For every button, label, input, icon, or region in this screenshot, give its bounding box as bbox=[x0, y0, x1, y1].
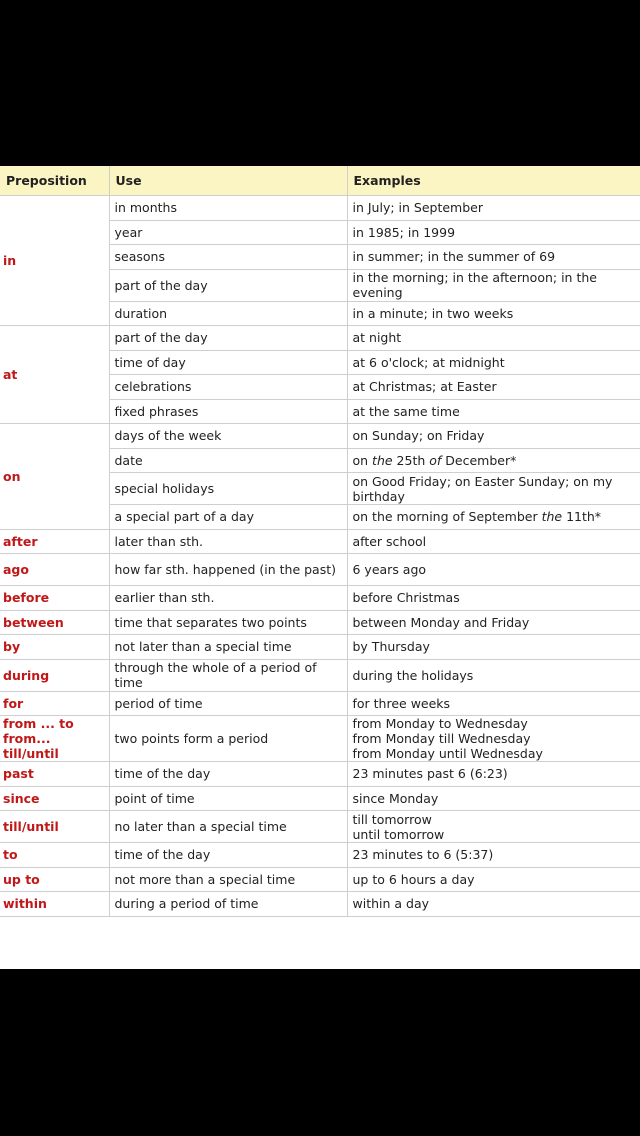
preposition-cell: after bbox=[0, 529, 109, 554]
use-cell: period of time bbox=[109, 691, 347, 716]
use-cell: two points form a period bbox=[109, 716, 347, 762]
preposition-cell: from ... to from... till/until bbox=[0, 716, 109, 762]
example-text: 11th* bbox=[562, 509, 602, 525]
example-cell bbox=[347, 505, 640, 530]
header-preposition: Preposition bbox=[0, 166, 109, 196]
header-examples: Examples bbox=[347, 166, 640, 196]
example-text: December* bbox=[441, 452, 517, 468]
prepositions-table-image bbox=[0, 166, 640, 969]
example-text: on the morning of September bbox=[352, 509, 542, 525]
use-cell: duration bbox=[109, 301, 347, 326]
example-cell: after school bbox=[347, 529, 640, 554]
example-cell: till tomorrow until tomorrow bbox=[347, 811, 640, 843]
use-cell: seasons bbox=[109, 245, 347, 270]
example-cell: 6 years ago bbox=[347, 554, 640, 586]
preposition-cell: on bbox=[0, 424, 109, 530]
preposition-cell: up to bbox=[0, 867, 109, 892]
table-row bbox=[0, 529, 640, 554]
preposition-cell: ago bbox=[0, 554, 109, 586]
example-cell bbox=[347, 448, 640, 473]
use-cell: no later than a special time bbox=[109, 811, 347, 843]
use-cell: how far sth. happened (in the past) bbox=[109, 554, 347, 586]
example-cell: up to 6 hours a day bbox=[347, 867, 640, 892]
use-cell: year bbox=[109, 220, 347, 245]
example-cell: in the morning; in the afternoon; in the evening bbox=[347, 269, 640, 301]
table-header-row bbox=[0, 166, 640, 196]
table-row bbox=[0, 716, 640, 762]
use-cell: time that separates two points bbox=[109, 610, 347, 635]
table-row bbox=[0, 811, 640, 843]
example-cell: during the holidays bbox=[347, 659, 640, 691]
example-text: 25th bbox=[392, 452, 430, 468]
example-cell: from Monday to Wednesday from Monday till Wednesday from Monday until Wednesday bbox=[347, 716, 640, 762]
example-cell: at 6 o'clock; at midnight bbox=[347, 350, 640, 375]
example-cell: on Good Friday; on Easter Sunday; on my birthday bbox=[347, 473, 640, 505]
example-cell: 23 minutes past 6 (6:23) bbox=[347, 762, 640, 787]
preposition-cell: since bbox=[0, 786, 109, 811]
use-cell: not more than a special time bbox=[109, 867, 347, 892]
table-row bbox=[0, 762, 640, 787]
example-italic-text: the bbox=[541, 509, 563, 525]
use-cell: a special part of a day bbox=[109, 505, 347, 530]
preposition-cell: during bbox=[0, 659, 109, 691]
table-row bbox=[0, 786, 640, 811]
preposition-cell: to bbox=[0, 843, 109, 868]
example-cell: in July; in September bbox=[347, 196, 640, 221]
example-cell: 23 minutes to 6 (5:37) bbox=[347, 843, 640, 868]
example-text: on bbox=[352, 452, 373, 468]
header-use: Use bbox=[109, 166, 347, 196]
table-row bbox=[0, 892, 640, 917]
example-cell: at Christmas; at Easter bbox=[347, 375, 640, 400]
table-row bbox=[0, 691, 640, 716]
table-row bbox=[0, 424, 640, 449]
use-cell: part of the day bbox=[109, 269, 347, 301]
table-row bbox=[0, 867, 640, 892]
preposition-cell: within bbox=[0, 892, 109, 917]
example-cell: before Christmas bbox=[347, 586, 640, 611]
example-cell: on Sunday; on Friday bbox=[347, 424, 640, 449]
preposition-cell: in bbox=[0, 196, 109, 326]
example-cell: for three weeks bbox=[347, 691, 640, 716]
table-row bbox=[0, 635, 640, 660]
use-cell: fixed phrases bbox=[109, 399, 347, 424]
use-cell: not later than a special time bbox=[109, 635, 347, 660]
example-cell: between Monday and Friday bbox=[347, 610, 640, 635]
use-cell: special holidays bbox=[109, 473, 347, 505]
use-cell: through the whole of a period of time bbox=[109, 659, 347, 691]
example-cell: at the same time bbox=[347, 399, 640, 424]
table-row bbox=[0, 196, 640, 221]
use-cell: during a period of time bbox=[109, 892, 347, 917]
table-row bbox=[0, 586, 640, 611]
example-italic-text: the bbox=[372, 452, 393, 468]
use-cell: point of time bbox=[109, 786, 347, 811]
preposition-cell: for bbox=[0, 691, 109, 716]
preposition-cell: at bbox=[0, 326, 109, 424]
example-cell: at night bbox=[347, 326, 640, 351]
use-cell: date bbox=[109, 448, 347, 473]
use-cell: later than sth. bbox=[109, 529, 347, 554]
table-row bbox=[0, 659, 640, 691]
use-cell: time of the day bbox=[109, 762, 347, 787]
table-row bbox=[0, 843, 640, 868]
example-cell: since Monday bbox=[347, 786, 640, 811]
use-cell: part of the day bbox=[109, 326, 347, 351]
table-row bbox=[0, 610, 640, 635]
use-cell: days of the week bbox=[109, 424, 347, 449]
preposition-cell: between bbox=[0, 610, 109, 635]
use-cell: celebrations bbox=[109, 375, 347, 400]
example-cell: within a day bbox=[347, 892, 640, 917]
use-cell: time of day bbox=[109, 350, 347, 375]
preposition-cell: past bbox=[0, 762, 109, 787]
example-italic-text: of bbox=[429, 452, 442, 468]
table-row bbox=[0, 554, 640, 586]
preposition-cell: before bbox=[0, 586, 109, 611]
use-cell: time of the day bbox=[109, 843, 347, 868]
example-cell: by Thursday bbox=[347, 635, 640, 660]
preposition-cell: by bbox=[0, 635, 109, 660]
example-cell: in a minute; in two weeks bbox=[347, 301, 640, 326]
example-cell: in 1985; in 1999 bbox=[347, 220, 640, 245]
table-row bbox=[0, 326, 640, 351]
example-cell: in summer; in the summer of 69 bbox=[347, 245, 640, 270]
prepositions-table bbox=[0, 166, 640, 917]
preposition-cell: till/until bbox=[0, 811, 109, 843]
use-cell: earlier than sth. bbox=[109, 586, 347, 611]
use-cell: in months bbox=[109, 196, 347, 221]
